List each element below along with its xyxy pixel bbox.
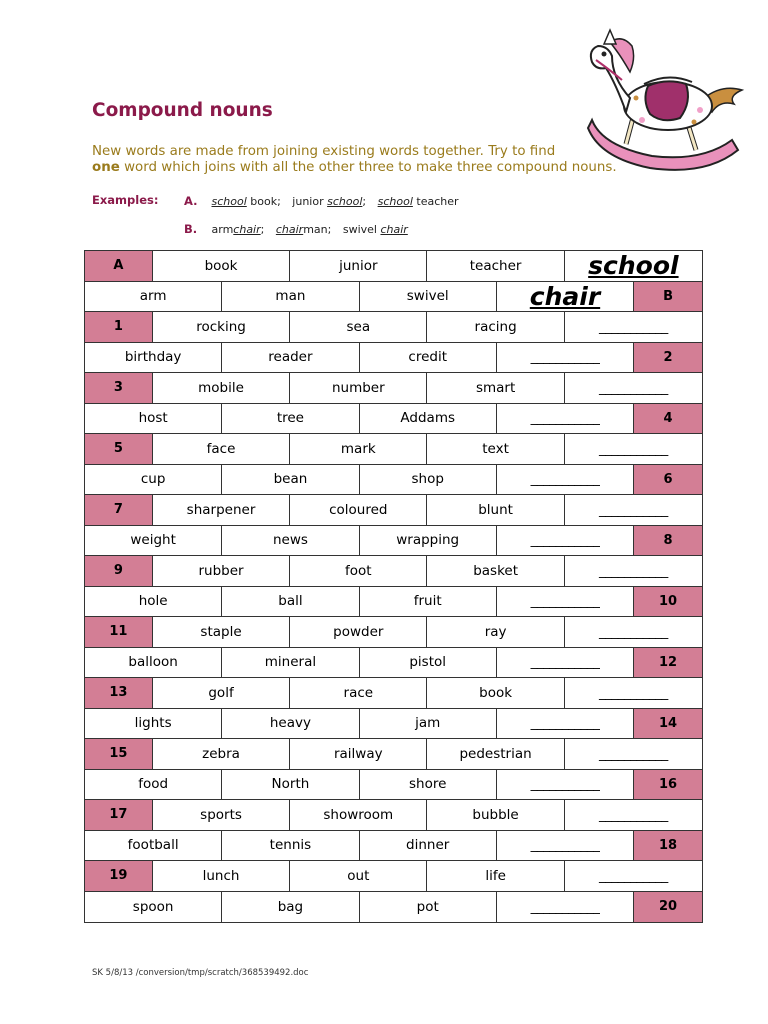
clue-word: heavy — [222, 709, 359, 739]
clue-word: shop — [360, 465, 497, 495]
clue-word: arm — [85, 282, 222, 312]
clue-word: sea — [290, 312, 427, 342]
example-a-letter: A. — [184, 194, 198, 208]
clue-word: hole — [85, 587, 222, 617]
clue-word: sports — [153, 800, 290, 830]
row-number: A — [85, 251, 153, 281]
clue-word: powder — [290, 617, 427, 647]
clue-word: pot — [360, 892, 497, 923]
table-row — [85, 617, 702, 648]
answer-blank[interactable]: ___________ — [497, 770, 634, 800]
clue-word: ball — [222, 587, 359, 617]
answer-blank[interactable]: ___________ — [497, 526, 634, 556]
table-row — [85, 556, 702, 587]
table-row — [85, 678, 702, 709]
table-row — [85, 800, 702, 831]
row-number: 17 — [85, 800, 153, 830]
row-number: B — [634, 282, 702, 312]
clue-word: bean — [222, 465, 359, 495]
table-row — [85, 861, 702, 892]
answer-blank[interactable]: ___________ — [497, 343, 634, 373]
table-row — [85, 495, 702, 526]
clue-word: rubber — [153, 556, 290, 586]
clue-word: cup — [85, 465, 222, 495]
clue-word: news — [222, 526, 359, 556]
table-row — [85, 343, 702, 374]
examples-label: Examples: — [92, 193, 159, 207]
table-row — [85, 251, 702, 282]
instructions-line-2 — [92, 160, 632, 176]
clue-word: fruit — [360, 587, 497, 617]
clue-word: mineral — [222, 648, 359, 678]
answer-blank[interactable]: ___________ — [599, 501, 668, 518]
clue-word: bag — [222, 892, 359, 923]
clue-word: football — [85, 831, 222, 861]
row-number: 18 — [634, 831, 702, 861]
clue-word: wrapping — [360, 526, 497, 556]
table-row — [85, 434, 702, 465]
table-row — [85, 312, 702, 343]
row-number: 1 — [85, 312, 153, 342]
row-number: 19 — [85, 861, 153, 891]
clue-word: pistol — [360, 648, 497, 678]
clue-word: face — [153, 434, 290, 464]
clue-word: tennis — [222, 831, 359, 861]
row-number: 20 — [634, 892, 702, 923]
clue-word: ray — [427, 617, 564, 647]
row-number: 10 — [634, 587, 702, 617]
table-row — [85, 587, 702, 618]
table-row — [85, 739, 702, 770]
instructions — [92, 144, 632, 176]
clue-word: weight — [85, 526, 222, 556]
clue-word: book — [153, 251, 290, 281]
row-number: 5 — [85, 434, 153, 464]
example-a — [184, 194, 459, 208]
table-row — [85, 831, 702, 862]
clue-word: reader — [222, 343, 359, 373]
row-number: 11 — [85, 617, 153, 647]
clue-word: dinner — [360, 831, 497, 861]
clue-word: golf — [153, 678, 290, 708]
answer-blank[interactable]: ___________ — [599, 684, 668, 701]
answer-blank[interactable]: ___________ — [599, 318, 668, 335]
answer-blank[interactable]: ___________ — [599, 806, 668, 823]
table-row — [85, 282, 702, 313]
row-number: 4 — [634, 404, 702, 434]
page-title: Compound nouns — [92, 100, 273, 121]
example-b-item: chairman; — [275, 223, 332, 236]
clue-word: balloon — [85, 648, 222, 678]
clue-word: host — [85, 404, 222, 434]
answer-blank[interactable]: ___________ — [497, 831, 634, 861]
clue-word: birthday — [85, 343, 222, 373]
clue-word: spoon — [85, 892, 222, 923]
clue-word: showroom — [290, 800, 427, 830]
instructions-line-2-rest: word which joins with all the other three to make three compound nouns. — [119, 160, 617, 175]
example-answer: school — [588, 251, 679, 281]
row-number: 7 — [85, 495, 153, 525]
clue-word: lunch — [153, 861, 290, 891]
clue-word: text — [427, 434, 564, 464]
row-number: 14 — [634, 709, 702, 739]
footer-file-path: SK 5/8/13 /conversion/tmp/scratch/368539492.doc — [92, 968, 309, 978]
clue-word: Addams — [360, 404, 497, 434]
clue-word: racing — [427, 312, 564, 342]
answer-blank[interactable]: ___________ — [497, 892, 634, 923]
clue-word: number — [290, 373, 427, 403]
row-number: 12 — [634, 648, 702, 678]
table-row — [85, 404, 702, 435]
example-b-item: armchair; — [211, 223, 265, 236]
answer-blank[interactable]: ___________ — [599, 867, 668, 884]
answer-blank[interactable]: ___________ — [497, 587, 634, 617]
clue-word: swivel — [360, 282, 497, 312]
clue-word: mark — [290, 434, 427, 464]
row-number: 2 — [634, 343, 702, 373]
clue-word: staple — [153, 617, 290, 647]
instructions-emphasis: one — [92, 160, 120, 175]
answer-blank[interactable]: ___________ — [599, 440, 668, 457]
table-row — [85, 770, 702, 801]
table-row — [85, 648, 702, 679]
clue-word: bubble — [427, 800, 564, 830]
answer-blank[interactable]: ___________ — [497, 648, 634, 678]
example-a-item: junior school; — [292, 195, 367, 208]
answer-blank[interactable]: ___________ — [497, 404, 634, 434]
clue-word: junior — [290, 251, 427, 281]
clue-word: pedestrian — [427, 739, 564, 769]
clue-word: food — [85, 770, 222, 800]
clue-word: foot — [290, 556, 427, 586]
instructions-line-1: New words are made from joining existing words together. Try to find — [92, 144, 556, 159]
example-a-item: school teacher — [377, 195, 459, 208]
table-row — [85, 465, 702, 496]
clue-word: North — [222, 770, 359, 800]
clue-word: man — [222, 282, 359, 312]
clue-word: out — [290, 861, 427, 891]
row-number: 16 — [634, 770, 702, 800]
answer-blank[interactable]: ___________ — [497, 709, 634, 739]
row-number: 6 — [634, 465, 702, 495]
clue-word: railway — [290, 739, 427, 769]
clue-word: blunt — [427, 495, 564, 525]
row-number: 9 — [85, 556, 153, 586]
clue-word: lights — [85, 709, 222, 739]
clue-word: sharpener — [153, 495, 290, 525]
row-number: 8 — [634, 526, 702, 556]
clue-word: credit — [360, 343, 497, 373]
clue-word: book — [427, 678, 564, 708]
clue-word: race — [290, 678, 427, 708]
answer-blank[interactable]: ___________ — [599, 623, 668, 640]
example-a-item: school book; — [211, 195, 281, 208]
row-number: 15 — [85, 739, 153, 769]
answer-blank[interactable]: ___________ — [599, 379, 668, 396]
clue-word: basket — [427, 556, 564, 586]
table-row — [85, 526, 702, 557]
example-answer: chair — [497, 282, 634, 312]
clue-word: life — [427, 861, 564, 891]
compound-nouns-table — [84, 250, 703, 923]
clue-word: shore — [360, 770, 497, 800]
table-row — [85, 373, 702, 404]
answer-blank[interactable]: ___________ — [599, 745, 668, 762]
table-row — [85, 709, 702, 740]
clue-word: mobile — [153, 373, 290, 403]
example-b — [184, 222, 408, 236]
row-number: 13 — [85, 678, 153, 708]
clue-word: tree — [222, 404, 359, 434]
row-number: 3 — [85, 373, 153, 403]
clue-word: zebra — [153, 739, 290, 769]
answer-blank[interactable]: ___________ — [497, 465, 634, 495]
clue-word: smart — [427, 373, 564, 403]
clue-word: teacher — [427, 251, 564, 281]
clue-word: jam — [360, 709, 497, 739]
answer-blank[interactable]: ___________ — [599, 562, 668, 579]
clue-word: coloured — [290, 495, 427, 525]
example-b-item: swivel chair — [342, 223, 408, 236]
example-b-letter: B. — [184, 222, 198, 236]
table-row — [85, 892, 702, 923]
clue-word: rocking — [153, 312, 290, 342]
